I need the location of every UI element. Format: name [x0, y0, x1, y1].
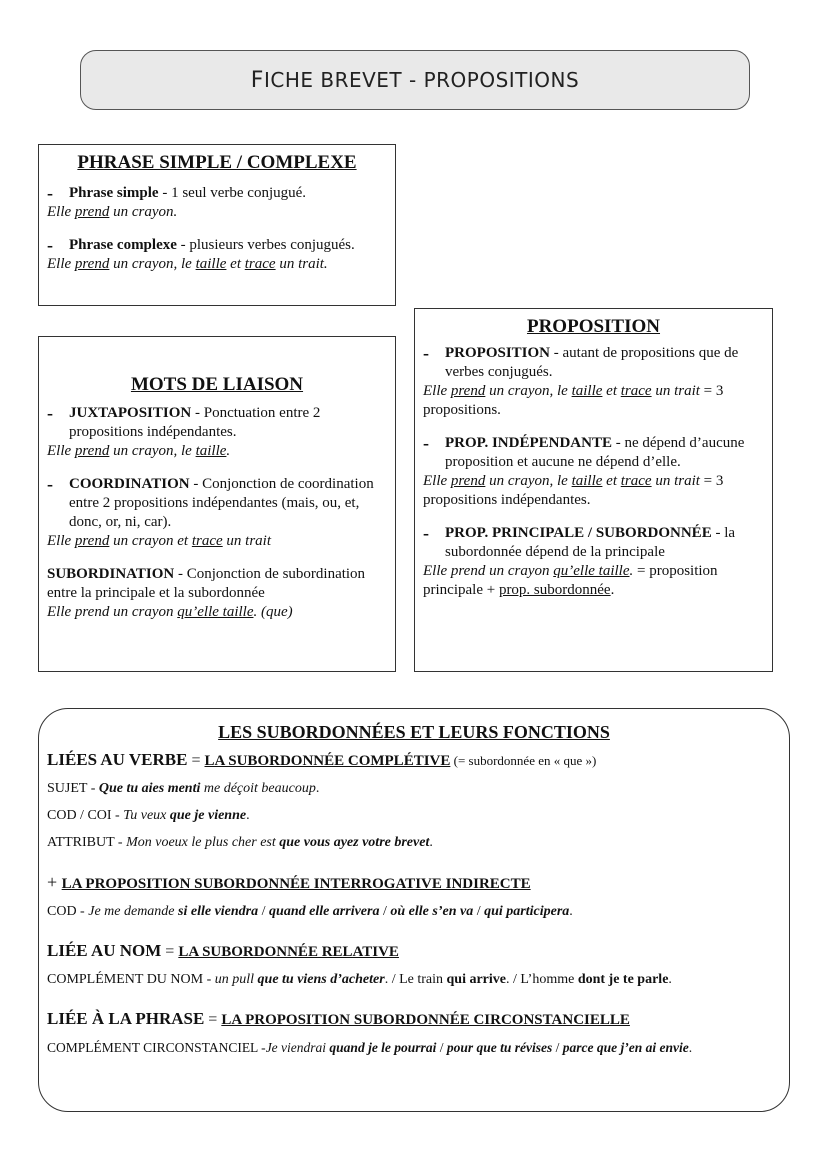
title-text: ICHE BREVET - PROPOSITIONS [263, 67, 580, 92]
definition: - autant de propositions que de verbes conjugués. [445, 345, 739, 380]
section-nom: LIÉE AU NOM = LA SUBORDONNÉE RELATIVE [47, 941, 399, 960]
proposition-heading: PROPOSITION [526, 316, 661, 337]
section-interrogative: + LA PROPOSITION SUBORDONNÉE INTERROGATIVE INDIRECTE [47, 872, 531, 892]
example-interrogative: COD - Je me demande si elle viendra / quand elle arrivera / où elle s’en va / qui participera. [47, 904, 573, 919]
term: Phrase simple [69, 185, 159, 201]
list-item: - PROP. INDÉPENDANTE - ne dépend d’aucune proposition et aucune ne dépend d’elle. [423, 433, 745, 470]
definition: - 1 seul verbe conjugué. [158, 185, 307, 201]
definition: - la subordonnée dépend de la principale [445, 525, 736, 560]
proposition-box [414, 308, 773, 672]
example-nom: COMPLÉMENT DU NOM - un pull que tu viens d’acheter. / Le train qui arrive. / L’homme dont je te parle. [47, 972, 672, 987]
liaison-heading: MOTS DE LIAISON [130, 374, 304, 395]
list-item: - Phrase simple - 1 seul verbe conjugué. [47, 183, 307, 203]
definition: - plusieurs verbes conjugués. [176, 237, 355, 253]
subordonnees-heading: LES SUBORDONNÉES ET LEURS FONCTIONS [218, 722, 610, 742]
simple-complex-heading: PHRASE SIMPLE / COMPLEXE [77, 152, 357, 173]
subordonnees-box [38, 708, 790, 1112]
term: PROP. INDÉPENDANTE [445, 435, 612, 451]
example-attribut: ATTRIBUT - Mon voeux le plus cher est que vous ayez votre brevet. [47, 835, 433, 850]
example: Elle prend un crayon qu’elle taille. = proposition principale + prop. subordonnée. [423, 563, 718, 598]
example: Elle prend un crayon, le taille. [47, 443, 231, 459]
example: Elle prend un crayon et trace un trait [47, 533, 272, 549]
example: Elle prend un crayon qu’elle taille. (que) [47, 604, 293, 620]
term: PROP. PRINCIPALE / SUBORDONNÉE [445, 525, 712, 541]
definition: - Conjonction de coordination entre 2 propositions indépendantes (mais, ou, et, donc, or, ni, car). [69, 476, 374, 530]
term: Phrase complexe [69, 237, 177, 253]
term: JUXTAPOSITION [69, 405, 192, 421]
definition: - Conjonction de subordination entre la principale et la subordonnée [47, 566, 366, 601]
example-cod: COD / COI - Tu veux que je vienne. [47, 808, 250, 823]
liaison-box [38, 336, 396, 672]
list-item: - PROP. PRINCIPALE / SUBORDONNÉE - la subordonnée dépend de la principale [423, 523, 736, 560]
list-item: - PROPOSITION - autant de propositions que de verbes conjugués. [423, 343, 739, 380]
example-sujet: SUJET - Que tu aies menti me déçoit beaucoup. [47, 781, 320, 796]
section-verbe: LIÉES AU VERBE = LA SUBORDONNÉE COMPLÉTIVE (= subordonnée en « que ») [47, 750, 597, 769]
definition: - ne dépend d’aucune proposition et aucune ne dépend d’elle. [445, 435, 745, 470]
example: Elle prend un crayon, le taille et trace un trait = 3 propositions indépendantes. [423, 473, 724, 508]
definition: - Ponctuation entre 2 propositions indépendantes. [69, 405, 321, 440]
section-phrase: LIÉE À LA PHRASE = LA PROPOSITION SUBORDONNÉE CIRCONSTANCIELLE [47, 1009, 630, 1028]
example: Elle prend un crayon. [47, 204, 178, 220]
list-item: - JUXTAPOSITION - Ponctuation entre 2 propositions indépendantes. [47, 403, 321, 440]
term: SUBORDINATION [47, 566, 175, 582]
simple-complex-box [38, 144, 396, 306]
example-circonstanciel: COMPLÉMENT CIRCONSTANCIEL -Je viendrai quand je le pourrai / pour que tu révises / parce que j’en ai envie. [47, 1040, 693, 1055]
page-title [80, 50, 750, 110]
example: Elle prend un crayon, le taille et trace un trait = 3 propositions. [423, 383, 724, 418]
term: PROPOSITION [445, 345, 551, 361]
list-item [47, 565, 387, 603]
list-item: - COORDINATION - Conjonction de coordination entre 2 propositions indépendantes (mais, ou, et, donc, or, ni, car). [47, 474, 374, 530]
example: Elle prend un crayon, le taille et trace un trait. [47, 256, 328, 272]
list-item: - Phrase complexe - plusieurs verbes conjugués. [47, 235, 355, 255]
title-initial: F [250, 67, 264, 93]
term: COORDINATION [69, 476, 190, 492]
